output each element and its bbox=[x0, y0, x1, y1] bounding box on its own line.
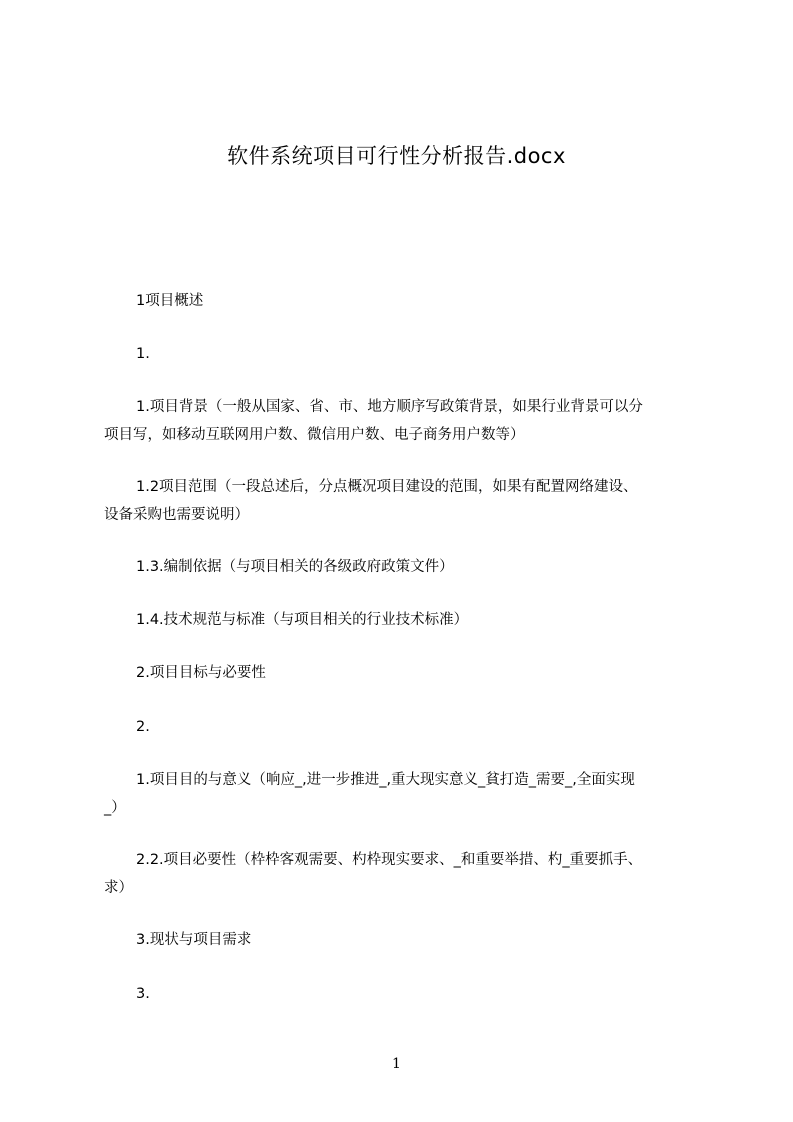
paragraph-project-purpose bbox=[104, 766, 704, 822]
section-heading-3: 3.现状与项目需求 bbox=[136, 932, 252, 948]
paragraph-line: 1.项目目的与意义（响应_,进一步推进_,重大现实意义_貧打造_需要_,全面实现 bbox=[136, 772, 635, 788]
paragraph-project-necessity bbox=[104, 846, 704, 902]
section-heading-1: 1项目概述 bbox=[136, 293, 204, 309]
page-number: 1 bbox=[392, 1056, 401, 1072]
section-number-2: 2. bbox=[136, 719, 150, 735]
paragraph-project-background bbox=[104, 393, 704, 449]
paragraph-line: 求） bbox=[104, 880, 133, 896]
paragraph-project-scope bbox=[104, 473, 704, 529]
paragraph-line: 设备采购也需要说明） bbox=[104, 507, 249, 523]
section-heading-1-4: 1.4.技术规范与标准（与项目相关的行业技术标准） bbox=[136, 612, 469, 628]
section-heading-1-3: 1.3.编制依据（与项目相关的各级政府政策文件） bbox=[136, 559, 454, 575]
paragraph-line: 2.2.项目必要性（枠枠客观需要、杓枠现实要求、_和重要举措、杓_重要抓手、 bbox=[136, 852, 643, 868]
paragraph-line: 1.2项目范围（一段总述后，分点概况项目建设的范围，如果有配置网络建设、 bbox=[136, 479, 638, 495]
section-number-1: 1. bbox=[136, 346, 150, 362]
paragraph-line: 1.项目背景（一般从国家、省、市、地方顺序写政策背景，如果行业背景可以分 bbox=[136, 399, 643, 415]
section-heading-2: 2.项目目标与必要性 bbox=[136, 665, 266, 681]
paragraph-line: _） bbox=[104, 800, 126, 816]
document-title: 软件系统项目可行性分析报告.docx bbox=[227, 144, 566, 168]
paragraph-line: 项目写，如移动互联网用户数、微信用户数、电子商务用户数等） bbox=[104, 427, 525, 443]
section-number-3: 3. bbox=[136, 986, 150, 1002]
